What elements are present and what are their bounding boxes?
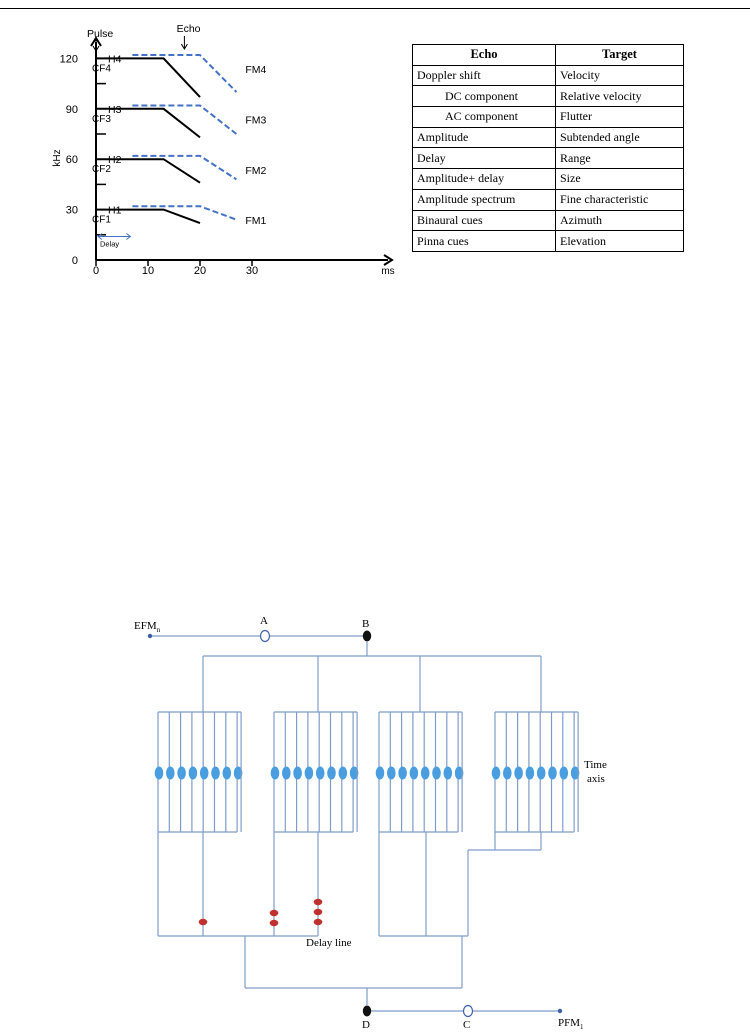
- neuron-cell: [293, 767, 302, 780]
- table-cell-target: Flutter: [556, 107, 684, 128]
- table-cell-target: Fine characteristic: [556, 189, 684, 210]
- table-cell-target: Size: [556, 169, 684, 190]
- cf-label: CF1: [92, 214, 111, 226]
- fm-label: FM4: [245, 64, 267, 77]
- table-cell-echo: AC component: [413, 107, 556, 128]
- neuron-cell: [387, 767, 396, 780]
- x-axis-label: ms: [381, 266, 395, 277]
- input-label-subscript: n: [156, 626, 161, 634]
- delay-element: [270, 910, 279, 916]
- neuron-cell: [305, 767, 314, 780]
- delay-element: [314, 919, 323, 925]
- table-cell-target: Velocity: [556, 65, 684, 86]
- neuron-cell: [548, 767, 557, 780]
- neuron-cell: [155, 767, 164, 780]
- neuron-cell: [526, 767, 535, 780]
- y-tick-label: 30: [65, 204, 78, 217]
- table-cell-target: Elevation: [556, 231, 684, 252]
- fm-label: FM2: [245, 164, 267, 177]
- node-a-label: A: [260, 615, 268, 627]
- table-cell-echo: Doppler shift: [413, 65, 556, 86]
- delay-element: [199, 919, 208, 925]
- neuron-cell: [376, 767, 385, 780]
- x-tick-label: 10: [141, 265, 155, 277]
- neuron-cell: [327, 767, 336, 780]
- cf-label: CF2: [92, 164, 111, 176]
- neuron-cell: [166, 767, 175, 780]
- neuron-cell: [339, 767, 348, 780]
- node-d-label: D: [362, 1019, 370, 1031]
- table-cell-echo: Pinna cues: [413, 231, 556, 252]
- delay-element: [314, 909, 323, 915]
- neuron-cell: [421, 767, 430, 780]
- y-tick-label: 0: [71, 255, 78, 267]
- table-cell-echo: Amplitude+ delay: [413, 169, 556, 190]
- neuron-cell: [537, 767, 546, 780]
- delay-element: [314, 899, 323, 905]
- table-cell-target: Range: [556, 148, 684, 169]
- neuron-cell: [177, 767, 186, 780]
- harmonic-label: H1: [108, 204, 122, 217]
- input-terminal: [148, 634, 152, 638]
- neuron-cell: [432, 767, 441, 780]
- echo-annotation: Echo: [176, 23, 201, 35]
- fm-label: FM1: [245, 215, 267, 228]
- x-tick-label: 0: [92, 265, 100, 277]
- neuron-cell: [189, 767, 198, 780]
- y-tick-label: 90: [65, 103, 78, 116]
- neuron-cell: [444, 767, 453, 780]
- neuron-cell: [271, 767, 280, 780]
- table-cell-target: Relative velocity: [556, 86, 684, 107]
- neuron-cell: [398, 767, 407, 780]
- input-label: $EFM_n$: [134, 620, 161, 634]
- delay-annotation: Delay: [100, 239, 120, 249]
- pulse-annotation: Pulse: [87, 28, 114, 40]
- neuron-cell: [200, 767, 209, 780]
- y-tick-label: 120: [59, 53, 78, 66]
- node-a-circle: [261, 631, 270, 642]
- fm-label: FM3: [245, 114, 267, 127]
- neuron-cell: [211, 767, 220, 780]
- neuron-cell: [223, 767, 232, 780]
- node-c-circle: [464, 1006, 473, 1017]
- table-cell-echo: Binaural cues: [413, 210, 556, 231]
- table-header-target: Target: [556, 45, 684, 66]
- table-cell-echo: Amplitude spectrum: [413, 189, 556, 210]
- cf-label: CF4: [92, 63, 111, 75]
- delay-line-label: Delay line: [306, 937, 352, 949]
- x-tick-label: 30: [245, 265, 259, 277]
- neuron-cell: [560, 767, 569, 780]
- time-axis-label: Time: [584, 759, 607, 771]
- node-b-circle: [363, 631, 371, 642]
- node-d-circle: [363, 1006, 371, 1017]
- x-tick-label: 20: [193, 265, 207, 277]
- harmonic-label: H3: [108, 103, 122, 116]
- y-tick-label: 60: [65, 154, 78, 167]
- neuron-cell: [492, 767, 501, 780]
- neuron-cell: [316, 767, 325, 780]
- y-axis-label: kHz: [52, 149, 63, 167]
- neuron-cell: [514, 767, 523, 780]
- table-header-echo: Echo: [413, 45, 556, 66]
- output-label-subscript: 1: [580, 1023, 584, 1031]
- node-b-label: B: [362, 618, 370, 630]
- table-cell-target: Azimuth: [556, 210, 684, 231]
- output-label: $PFM_1$: [558, 1017, 584, 1031]
- output-terminal: [558, 1009, 562, 1013]
- neuron-cell: [410, 767, 419, 780]
- delay-element: [270, 920, 279, 926]
- time-axis-label: axis: [587, 773, 605, 785]
- table-cell-echo: DC component: [413, 86, 556, 107]
- table-cell-target: Subtended angle: [556, 127, 684, 148]
- harmonic-label: H4: [108, 53, 122, 66]
- neuron-cell: [282, 767, 291, 780]
- harmonic-label: H2: [108, 154, 122, 167]
- table-cell-echo: Delay: [413, 148, 556, 169]
- cf-label: CF3: [92, 113, 111, 125]
- node-c-label: C: [463, 1019, 471, 1031]
- neuron-cell: [503, 767, 512, 780]
- table-cell-echo: Amplitude: [413, 127, 556, 148]
